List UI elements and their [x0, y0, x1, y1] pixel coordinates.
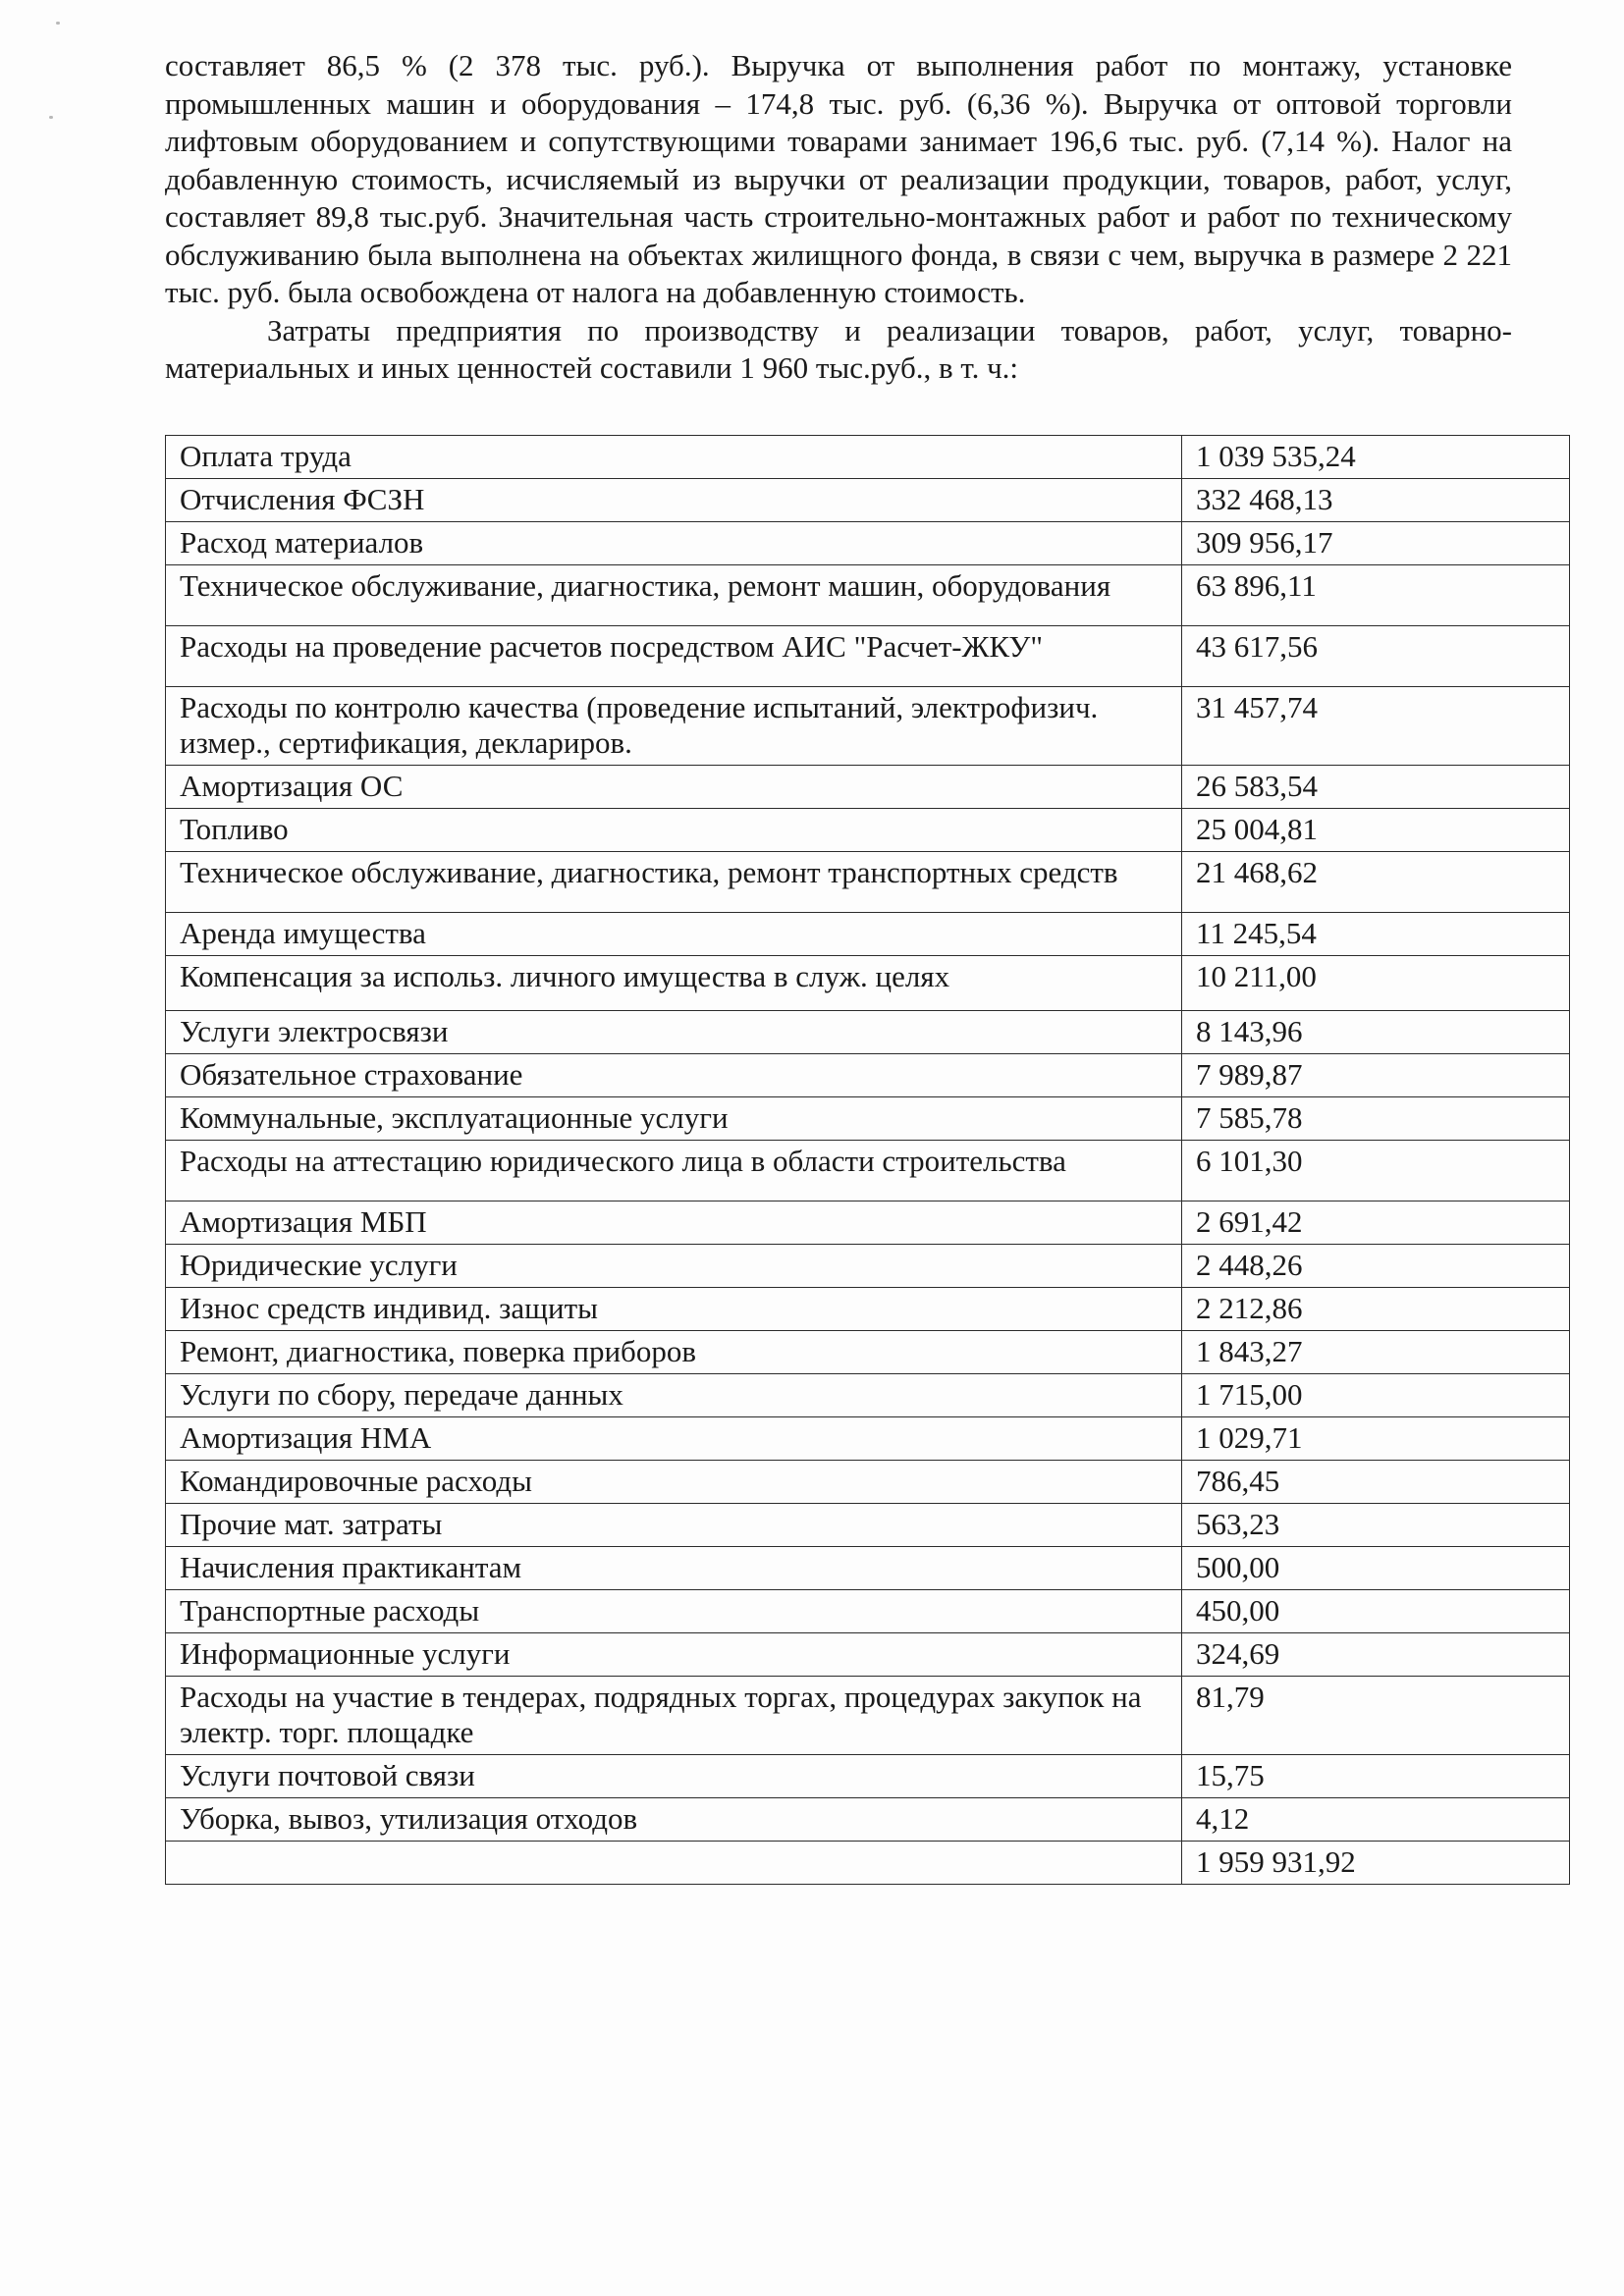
table-row	[166, 1547, 1570, 1590]
scan-speck	[49, 116, 53, 119]
cost-item-name: Коммунальные, эксплуатационные услуги	[166, 1097, 1182, 1141]
cost-item-name: Аренда имущества	[166, 913, 1182, 956]
cost-item-value: 500,00	[1182, 1547, 1570, 1590]
costs-table	[165, 435, 1570, 1885]
cost-item-value: 786,45	[1182, 1461, 1570, 1504]
table-row	[166, 1201, 1570, 1245]
cost-item-name: Прочие мат. затраты	[166, 1504, 1182, 1547]
cost-item-name: Расходы на проведение расчетов посредством АИС "Расчет-ЖКУ"	[166, 626, 1182, 687]
table-row	[166, 1374, 1570, 1417]
table-row	[166, 1097, 1570, 1141]
cost-item-name: Оплата труда	[166, 436, 1182, 479]
table-row	[166, 626, 1570, 687]
cost-item-value: 2 691,42	[1182, 1201, 1570, 1245]
table-row	[166, 436, 1570, 479]
cost-item-value: 43 617,56	[1182, 626, 1570, 687]
table-row	[166, 687, 1570, 766]
costs-table-body	[166, 436, 1570, 1885]
cost-item-name: Обязательное страхование	[166, 1054, 1182, 1097]
table-row	[166, 479, 1570, 522]
table-row	[166, 1633, 1570, 1677]
paragraph-costs-intro: Затраты предприятия по производству и реализации товаров, работ, услуг, товарно-материальных и иных ценностей составили 1 960 тыс.руб., в т. ч.:	[165, 312, 1512, 385]
cost-item-name: Транспортные расходы	[166, 1590, 1182, 1633]
cost-item-value: 10 211,00	[1182, 956, 1570, 1011]
cost-item-value: 2 212,86	[1182, 1288, 1570, 1331]
cost-item-value: 7 989,87	[1182, 1054, 1570, 1097]
table-row	[166, 913, 1570, 956]
table-row	[166, 522, 1570, 565]
cost-item-name: Компенсация за использ. личного имущества в служ. целях	[166, 956, 1182, 1011]
table-row	[166, 1245, 1570, 1288]
cost-item-name: Юридические услуги	[166, 1245, 1182, 1288]
table-row	[166, 1677, 1570, 1755]
cost-item-value: 324,69	[1182, 1633, 1570, 1677]
table-row	[166, 1011, 1570, 1054]
cost-item-value: 1 715,00	[1182, 1374, 1570, 1417]
table-row	[166, 1461, 1570, 1504]
cost-item-value: 11 245,54	[1182, 913, 1570, 956]
cost-item-name: Расход материалов	[166, 522, 1182, 565]
cost-item-value: 309 956,17	[1182, 522, 1570, 565]
table-row	[166, 1798, 1570, 1842]
cost-item-name: Услуги почтовой связи	[166, 1755, 1182, 1798]
cost-item-value: 15,75	[1182, 1755, 1570, 1798]
scan-speck	[56, 22, 60, 25]
table-row	[166, 1141, 1570, 1201]
cost-item-name: Топливо	[166, 809, 1182, 852]
cost-item-name: Командировочные расходы	[166, 1461, 1182, 1504]
cost-item-name: Амортизация МБП	[166, 1201, 1182, 1245]
cost-item-value: 21 468,62	[1182, 852, 1570, 913]
table-row	[166, 1054, 1570, 1097]
cost-item-value: 7 585,78	[1182, 1097, 1570, 1141]
table-row	[166, 1417, 1570, 1461]
cost-item-value: 6 101,30	[1182, 1141, 1570, 1201]
cost-item-name	[166, 1842, 1182, 1885]
table-row	[166, 852, 1570, 913]
table-row	[166, 956, 1570, 1011]
cost-item-value: 8 143,96	[1182, 1011, 1570, 1054]
cost-item-value: 4,12	[1182, 1798, 1570, 1842]
paragraph-revenue: составляет 86,5 % (2 378 тыс. руб.). Выручка от выполнения работ по монтажу, установке промышленных машин и оборудования – 174,8 тыс. руб. (6,36 %). Выручка от оптовой торговли лифтовым оборудованием и сопутствующими товарами занимает 196,6 тыс. руб. (7,14 %). Налог на добавленную стоимость, исчисляемый из выручки от реализации продукции, товаров, работ, услуг, составляет 89,8 тыс.руб. Значительная часть строительно-монтажных работ и работ по техническому обслуживанию была выполнена на объектах жилищного фонда, в связи с чем, выручка в размере 2 221 тыс. руб. была освобождена от налога на добавленную стоимость.	[165, 48, 1512, 309]
cost-item-name: Амортизация ОС	[166, 766, 1182, 809]
cost-item-name: Амортизация НМА	[166, 1417, 1182, 1461]
cost-item-name: Расходы по контролю качества (проведение испытаний, электрофизич. измер., сертификация, деклариров.	[166, 687, 1182, 766]
cost-item-name: Техническое обслуживание, диагностика, ремонт машин, оборудования	[166, 565, 1182, 626]
table-row	[166, 766, 1570, 809]
cost-item-value: 31 457,74	[1182, 687, 1570, 766]
cost-item-name: Расходы на аттестацию юридического лица в области строительства	[166, 1141, 1182, 1201]
body-text	[165, 47, 1512, 388]
cost-item-value: 1 029,71	[1182, 1417, 1570, 1461]
cost-item-name: Техническое обслуживание, диагностика, ремонт транспортных средств	[166, 852, 1182, 913]
cost-item-value: 1 843,27	[1182, 1331, 1570, 1374]
table-row	[166, 1288, 1570, 1331]
table-total-row	[166, 1842, 1570, 1885]
cost-item-name: Услуги по сбору, передаче данных	[166, 1374, 1182, 1417]
table-row	[166, 565, 1570, 626]
cost-item-value: 26 583,54	[1182, 766, 1570, 809]
cost-item-name: Ремонт, диагностика, поверка приборов	[166, 1331, 1182, 1374]
table-row	[166, 1331, 1570, 1374]
cost-item-value: 2 448,26	[1182, 1245, 1570, 1288]
cost-item-value: 25 004,81	[1182, 809, 1570, 852]
cost-item-value: 332 468,13	[1182, 479, 1570, 522]
cost-item-name: Отчисления ФСЗН	[166, 479, 1182, 522]
cost-item-name: Уборка, вывоз, утилизация отходов	[166, 1798, 1182, 1842]
table-row	[166, 1590, 1570, 1633]
cost-item-name: Начисления практикантам	[166, 1547, 1182, 1590]
cost-total-value: 1 959 931,92	[1182, 1842, 1570, 1885]
cost-item-name: Услуги электросвязи	[166, 1011, 1182, 1054]
table-row	[166, 1755, 1570, 1798]
cost-item-name: Износ средств индивид. защиты	[166, 1288, 1182, 1331]
table-row	[166, 1504, 1570, 1547]
table-row	[166, 809, 1570, 852]
cost-item-name: Расходы на участие в тендерах, подрядных торгах, процедурах закупок на электр. торг. площадке	[166, 1677, 1182, 1755]
cost-item-value: 1 039 535,24	[1182, 436, 1570, 479]
cost-item-value: 563,23	[1182, 1504, 1570, 1547]
cost-item-value: 81,79	[1182, 1677, 1570, 1755]
cost-item-value: 450,00	[1182, 1590, 1570, 1633]
cost-item-name: Информационные услуги	[166, 1633, 1182, 1677]
cost-item-value: 63 896,11	[1182, 565, 1570, 626]
